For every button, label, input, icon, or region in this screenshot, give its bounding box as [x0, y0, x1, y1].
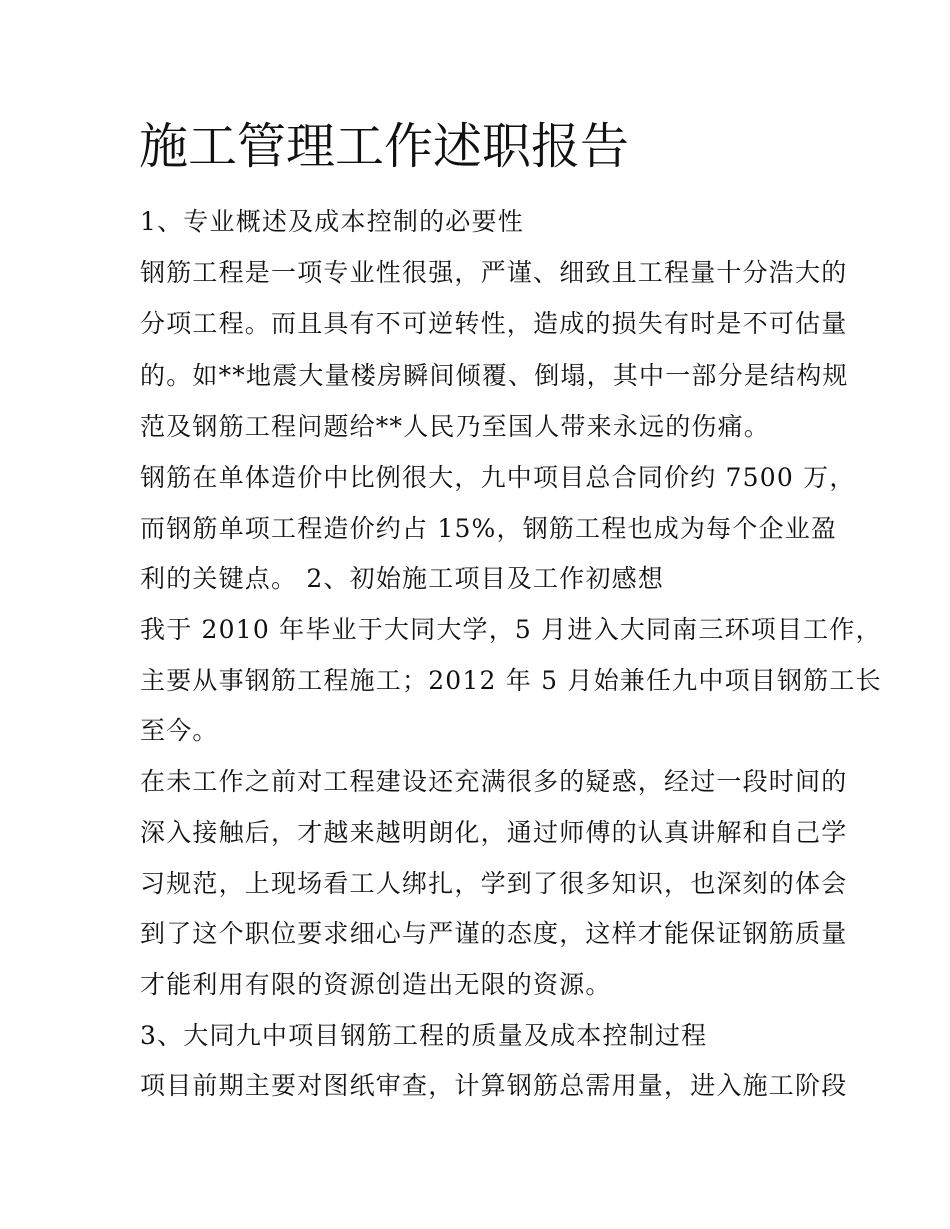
document-title: 施工管理工作述职报告 [139, 118, 630, 175]
paragraph-line: 深入接触后，才越来越明朗化，通过师傅的认真讲解和自己学 [140, 818, 848, 847]
paragraph-line: 范及钢筋工程问题给**人民乃至国人带来永远的伤痛。 [140, 412, 771, 441]
paragraph-line: 习规范，上现场看工人绑扎，学到了很多知识，也深刻的体会 [140, 869, 848, 898]
section-heading: 3、大同九中项目钢筋工程的质量及成本控制过程 [140, 1021, 708, 1050]
paragraph-line: 分项工程。而且具有不可逆转性，造成的损失有时是不可估量 [140, 309, 848, 338]
paragraph-line: 而钢筋单项工程造价约占 15%，钢筋工程也成为每个企业盈 [140, 514, 838, 543]
paragraph-line: 利的关键点。 2、初始施工项目及工作初感想 [140, 564, 665, 593]
paragraph-line: 至今。 [140, 716, 219, 745]
paragraph-line: 在未工作之前对工程建设还充满很多的疑惑，经过一段时间的 [140, 767, 848, 796]
paragraph-line: 才能利用有限的资源创造出无限的资源。 [140, 970, 612, 999]
paragraph-line: 我于 2010 年毕业于大同大学，5 月进入大同南三环项目工作， [140, 615, 882, 644]
section-heading: 1、专业概述及成本控制的必要性 [140, 207, 524, 236]
paragraph-line: 到了这个职位要求细心与严谨的态度，这样才能保证钢筋质量 [140, 919, 848, 948]
paragraph-line: 的。如**地震大量楼房瞬间倾覆、倒塌，其中一部分是结构规 [140, 361, 849, 390]
paragraph-line: 主要从事钢筋工程施工；2012 年 5 月始兼任九中项目钢筋工长 [140, 666, 882, 695]
paragraph-line: 项目前期主要对图纸审查，计算钢筋总需用量，进入施工阶段 [140, 1071, 848, 1100]
paragraph-line: 钢筋在单体造价中比例很大，九中项目总合同价约 7500 万， [140, 463, 856, 492]
paragraph-line: 钢筋工程是一项专业性很强，严谨、细致且工程量十分浩大的 [140, 258, 848, 287]
